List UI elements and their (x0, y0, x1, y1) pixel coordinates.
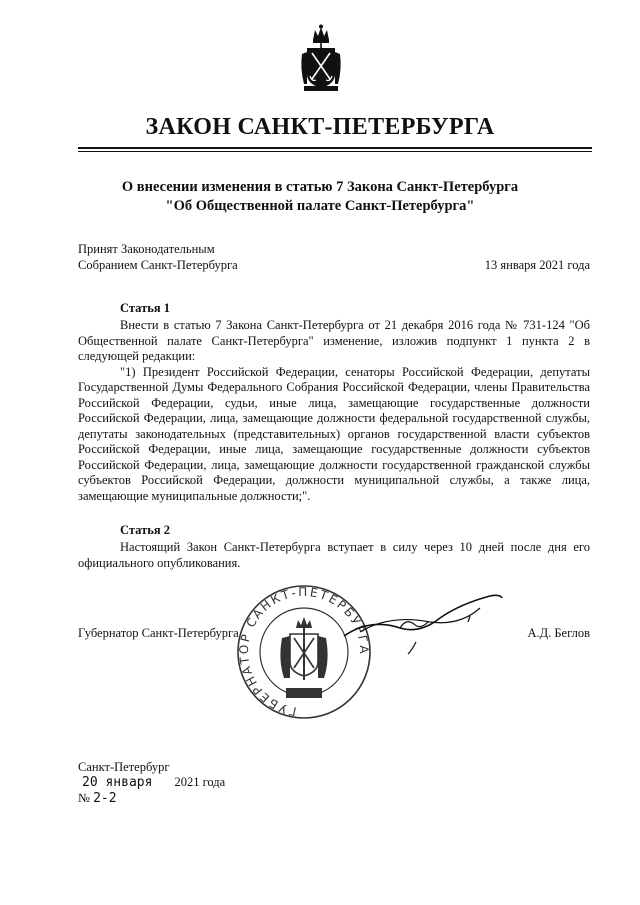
law-subtitle (0, 178, 640, 216)
law-number-handwritten: 2-2 (93, 791, 117, 806)
article-1-heading: Статья 1 (120, 301, 170, 315)
signing-date-handwritten: 20 января (82, 775, 153, 790)
signing-date (78, 775, 225, 790)
coat-of-arms-icon (300, 24, 342, 94)
article-1-body (78, 318, 590, 504)
law-title: ЗАКОН САНКТ-ПЕТЕРБУРГА (145, 114, 495, 140)
subtitle-line-2: "Об Общественной палате Санкт-Петербурга" (165, 198, 475, 214)
law-number-prefix: № (78, 791, 90, 805)
article-1-quote: "1) Президент Российской Федерации, сенаторы Российской Федерации, депутаты Государственной Думы Федерального Собрания Российской Федерации, члены Правительства Российской Федерации, судьи, иные лица, замещающие государственные должности Российской Федерации, лица, замещающие должности федеральной государственной службы, депутаты законодательных (представительных) органов государственной власти субъектов Российской Федерации, иные лица, замещающие государственные должности субъектов Российской Федерации, лица, замещающие должности государственной гражданской службы субъектов Российской Федерации, должности муниципальной службы, а также лица, замещающие муниципальные должности;". (78, 364, 590, 503)
title-rule-thick (78, 147, 592, 149)
article-1-intro: Внести в статью 7 Закона Санкт-Петербурга от 21 декабря 2016 года № 731-124 "Об Общественной палате Санкт-Петербурга" изменение, изложив подпункт 1 пункта 2 в следующей редакции: (78, 318, 590, 363)
adoption-line-1: Принят Законодательным (78, 242, 215, 256)
adoption-note (78, 241, 238, 273)
article-2-text: Настоящий Закон Санкт-Петербурга вступает в силу через 10 дней после дня его официального опубликования. (78, 540, 590, 570)
handwritten-signature-icon (340, 588, 510, 658)
signing-year: 2021 года (174, 775, 226, 789)
title-rule-thin (78, 151, 592, 152)
law-number (78, 791, 117, 806)
svg-text:ГУБЕРНАТОР САНКТ-ПЕТЕРБУРГА: ГУБЕРНАТОР САНКТ-ПЕТЕРБУРГА (236, 584, 372, 719)
adoption-line-2: Собранием Санкт-Петербурга (78, 258, 238, 272)
subtitle-line-1: О внесении изменения в статью 7 Закона Санкт-Петербурга (121, 179, 519, 195)
article-2-body (78, 540, 590, 571)
signing-city: Санкт-Петербург (78, 760, 170, 774)
article-2-heading: Статья 2 (120, 523, 170, 537)
adoption-date: 13 января 2021 года (484, 258, 590, 272)
signatory-title: Губернатор Санкт-Петербурга (78, 626, 239, 640)
signatory-name: А.Д. Беглов (527, 626, 590, 640)
